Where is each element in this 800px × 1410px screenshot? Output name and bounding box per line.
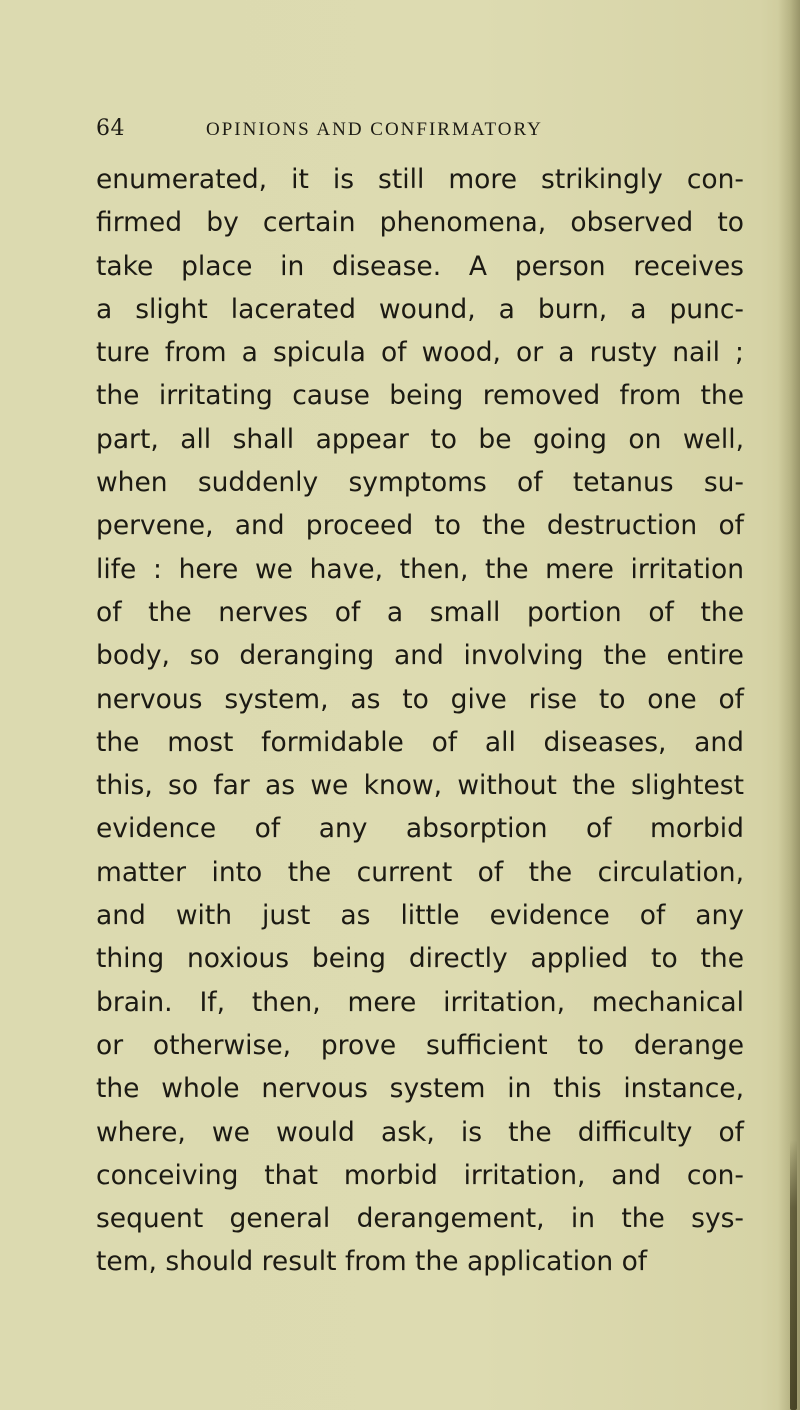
- text-line: of the nerves of a small portion of the: [96, 596, 744, 628]
- text-line: evidence of any absorption of morbid: [96, 813, 744, 845]
- text-line: enumerated, it is still more strikingly con-: [96, 164, 744, 195]
- text-line: or otherwise, prove sufficient to derange: [96, 1029, 744, 1061]
- text-line: life : here we have, then, the mere irritation: [96, 553, 744, 585]
- text-line: ture from a spicula of wood, or a rusty nail ;: [96, 337, 744, 369]
- text-line: firmed by certain phenomena, observed to: [96, 207, 744, 239]
- text-line: pervene, and proceed to the destruction of: [96, 510, 744, 542]
- text-line: the whole nervous system in this instance,: [96, 1073, 744, 1105]
- text-line: a slight lacerated wound, a burn, a punc-: [96, 293, 744, 325]
- text-line: conceiving that morbid irritation, and con-: [96, 1159, 744, 1191]
- text-line: when suddenly symptoms of tetanus su-: [96, 467, 744, 499]
- text-line: brain. If, then, mere irritation, mechanical: [96, 986, 744, 1018]
- text-line: matter into the current of the circulation,: [96, 856, 744, 888]
- text-line: thing noxious being directly applied to the: [96, 943, 744, 975]
- body-text: [96, 158, 744, 1284]
- running-head: OPINIONS AND CONFIRMATORY: [206, 119, 543, 140]
- text-line: tem, should result from the application of: [96, 1246, 648, 1278]
- text-line: take place in disease. A person receives: [96, 250, 744, 282]
- page-number: 64: [96, 116, 125, 141]
- text-line: the irritating cause being removed from the: [96, 380, 744, 412]
- text-line: part, all shall appear to be going on well,: [96, 423, 744, 455]
- text-line: sequent general derangement, in the sys-: [96, 1203, 744, 1235]
- text-line: where, we would ask, is the difficulty of: [96, 1116, 744, 1148]
- text-line: and with just as little evidence of any: [96, 900, 744, 932]
- text-line: nervous system, as to give rise to one of: [96, 683, 744, 715]
- text-line: this, so far as we know, without the slightest: [96, 770, 744, 802]
- page-edge-mark: [790, 1140, 797, 1410]
- text-line: body, so deranging and involving the entire: [96, 640, 744, 672]
- text-line: the most formidable of all diseases, and: [96, 726, 744, 758]
- page-header: [96, 116, 756, 146]
